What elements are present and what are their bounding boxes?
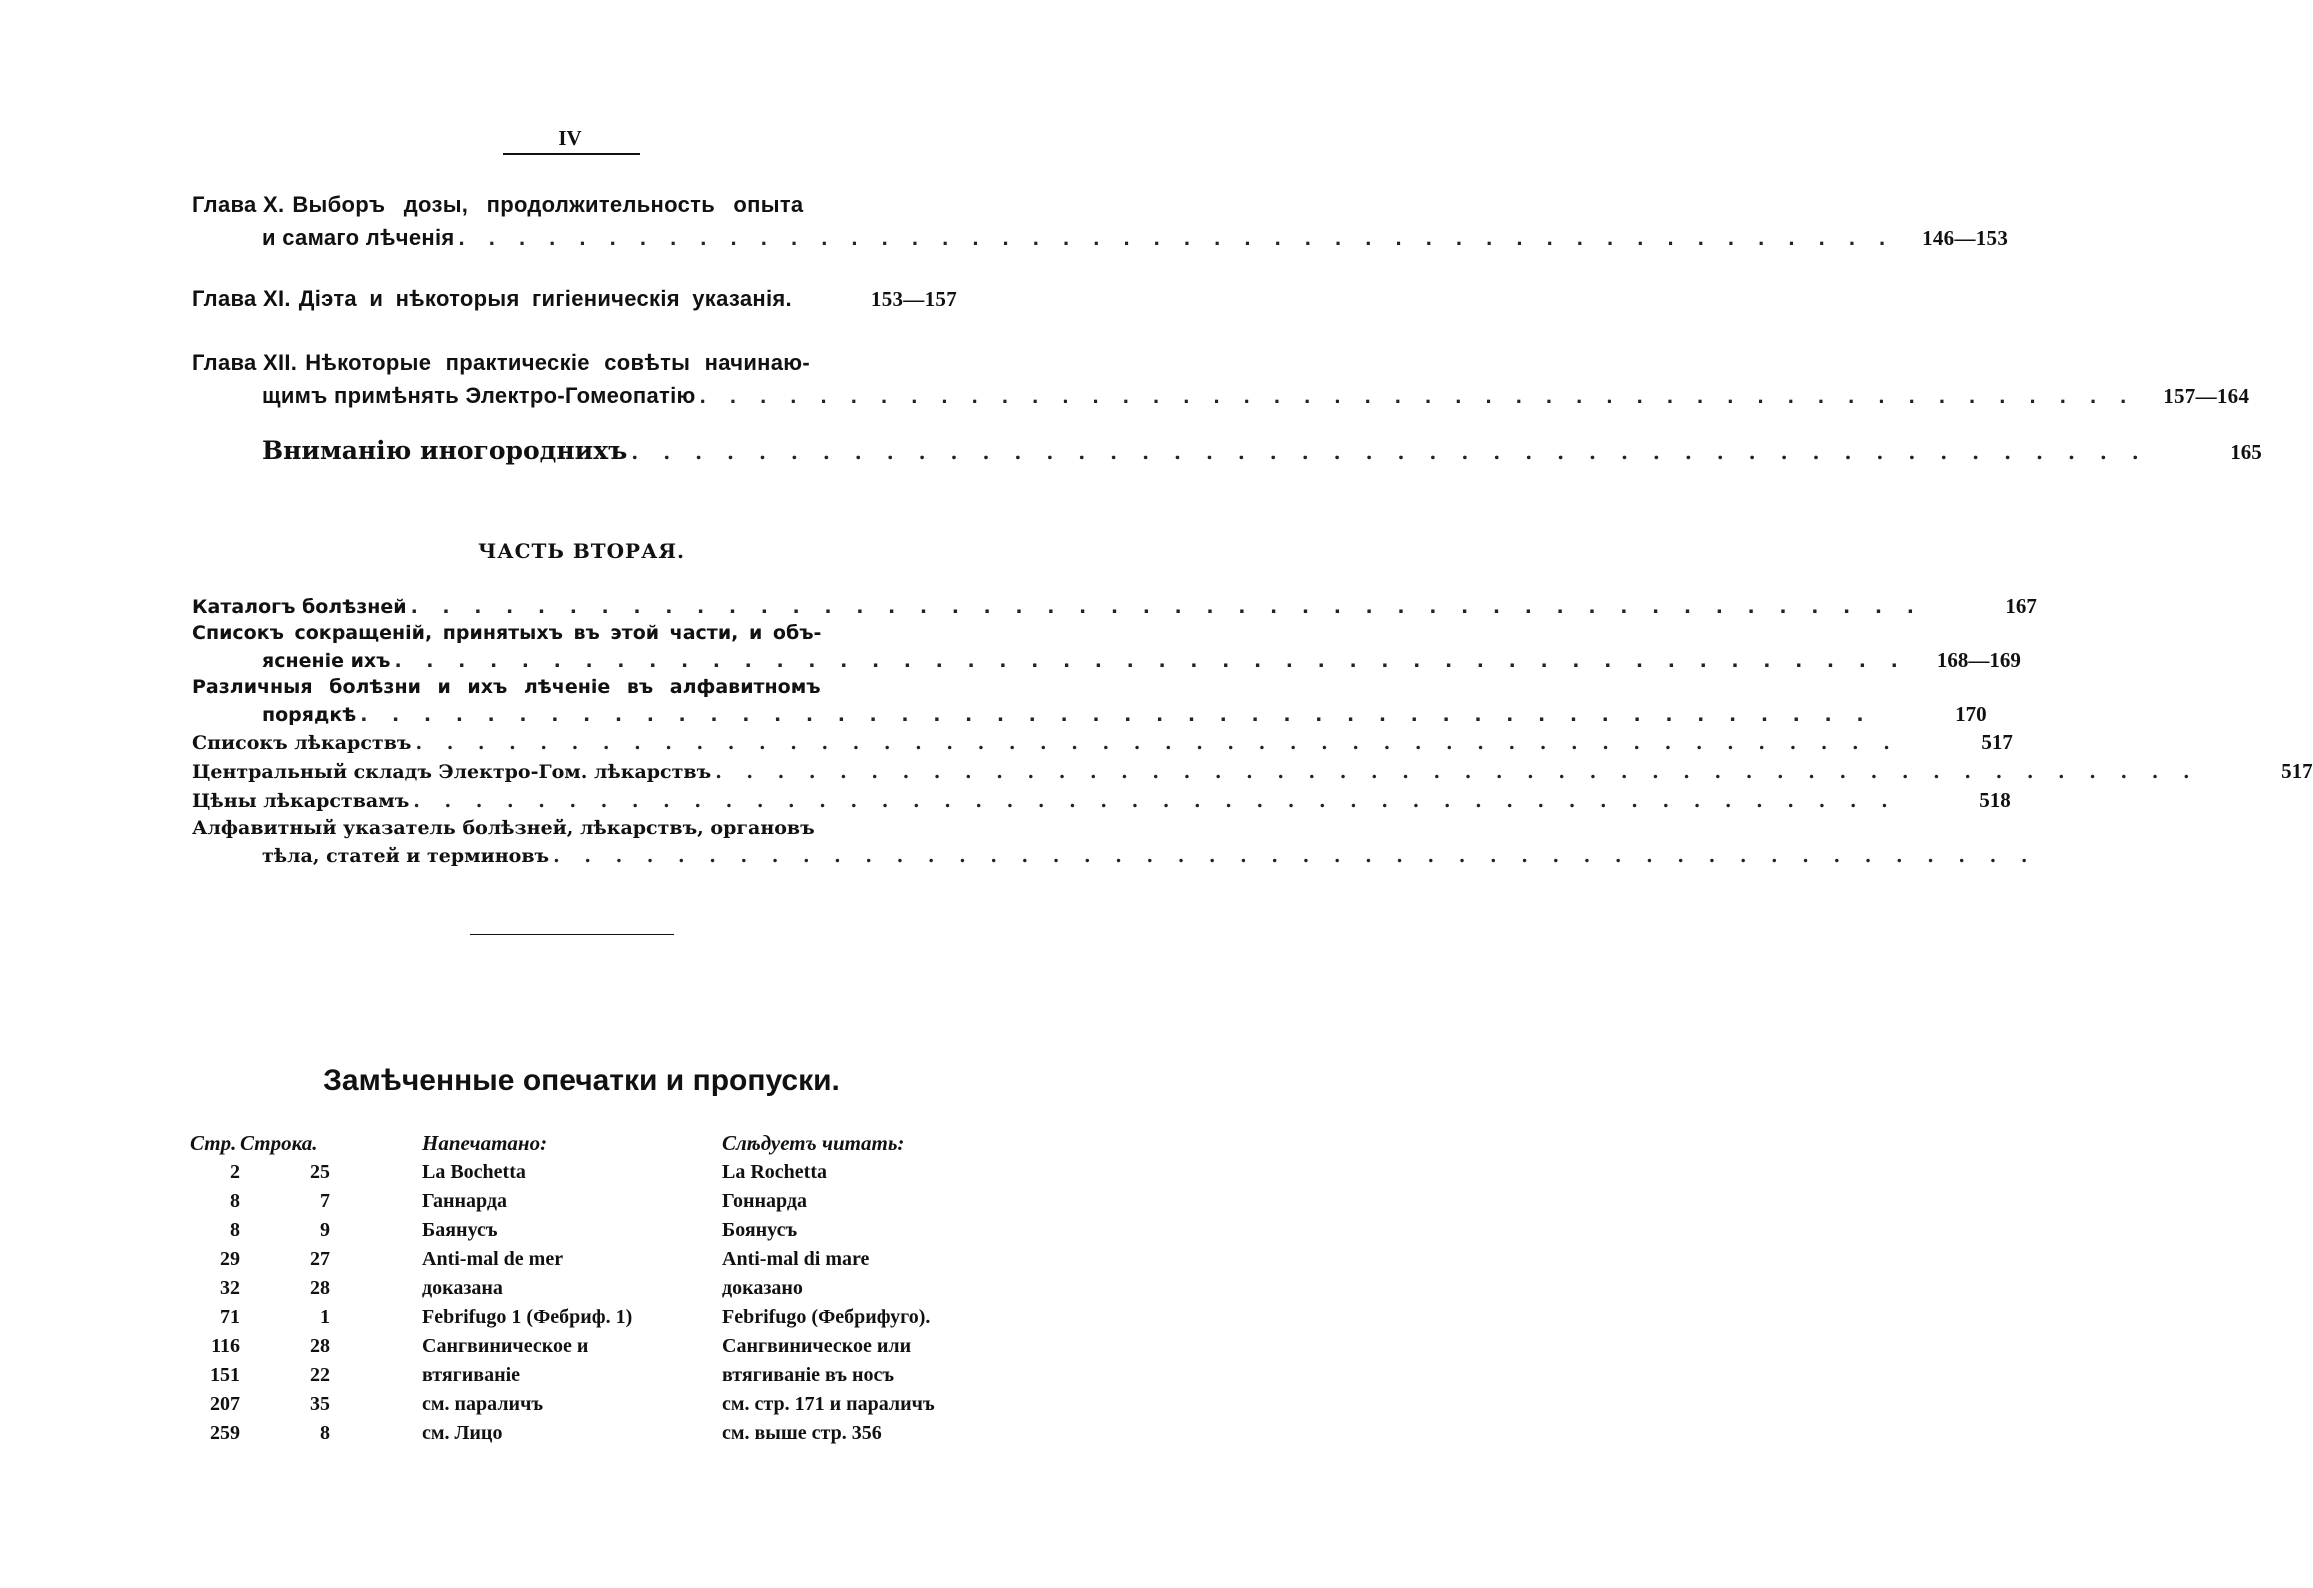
leader-dots: . . . . . . . . . . . . . . . . . . . . . . . . . . . . . . . . . . . . . . . . . . . . . . . . bbox=[360, 704, 1873, 726]
toc-title-cont: и самаго лѣченія bbox=[262, 225, 455, 250]
toc-label: Глава XI. bbox=[192, 286, 291, 311]
toc-title: Центральный складъ Электро-Гом. лѣкарствъ bbox=[192, 761, 712, 783]
errata-row bbox=[190, 1332, 982, 1361]
errata-row bbox=[190, 1361, 982, 1390]
errata-line: 22 bbox=[310, 1364, 330, 1386]
errata-row bbox=[190, 1187, 982, 1216]
errata-row bbox=[190, 1419, 982, 1448]
errata-line: 28 bbox=[310, 1335, 330, 1357]
errata-line: 28 bbox=[310, 1277, 330, 1299]
toc-pages: 165 bbox=[2230, 440, 2262, 464]
toc-pages: 517 bbox=[1981, 730, 2013, 754]
leader-dots: . . . . . . . . . . . . . . . . . . . . . . . . . . . . . . . . . . . . . . . . . . . . . . . . bbox=[631, 440, 2148, 464]
toc-entry-abbreviations bbox=[192, 622, 2021, 676]
part2-heading: ЧАСТЬ ВТОРАЯ. bbox=[478, 539, 685, 563]
toc-title-cont: ясненіе ихъ bbox=[262, 650, 391, 672]
toc-entry-index bbox=[192, 817, 2037, 873]
toc-entry-catalog bbox=[192, 594, 2037, 622]
errata-read: Сангвиническое или bbox=[722, 1335, 912, 1357]
errata-printed: см. Лицо bbox=[422, 1422, 503, 1444]
toc-pages: 146—153 bbox=[1922, 226, 2009, 250]
errata-read: см. стр. 171 и параличъ bbox=[722, 1393, 935, 1415]
col-header-page: Стр. bbox=[190, 1130, 237, 1155]
errata-header-row bbox=[190, 1128, 982, 1158]
errata-page: 8 bbox=[230, 1219, 240, 1241]
errata-printed: втягиваніе bbox=[422, 1364, 521, 1386]
leader-dots: . . . . . . . . . . . . . . . . . . . . . . . . . . . . . . . . . . . . . . . . . . . . . . . . bbox=[415, 732, 1899, 754]
errata-row bbox=[190, 1158, 982, 1187]
leader-dots: . . . . . . . . . . . . . . . . . . . . . . . . . . . . . . . . . . . . . . . . . . . . . . . . bbox=[715, 761, 2199, 783]
col-header-printed: Напечатано: bbox=[422, 1130, 548, 1155]
leader-dots: . . . . . . . . . . . . . . . . . . . . . . . . . . . . . . . . . . . . . . . . . . . . . . . . bbox=[553, 845, 2037, 867]
toc-title: Различныя болѣзни и ихъ лѣченіе въ алфавитномъ bbox=[192, 676, 821, 698]
toc-pages: 167 bbox=[2005, 594, 2037, 618]
toc-title-cont: порядкѣ bbox=[262, 704, 357, 726]
toc-title: Выборъ дозы, продолжительность опыта bbox=[292, 192, 804, 217]
errata-line: 25 bbox=[310, 1161, 330, 1183]
toc-label: Глава X. bbox=[192, 192, 285, 217]
leader-dots: . . . . . . . . . . . . . . . . . . . . . . . . . . . . . . . . . . . . . . . . . . . . . . . . bbox=[413, 790, 1897, 812]
errata-printed: La Bochetta bbox=[422, 1161, 526, 1183]
toc-entry-chapter-10 bbox=[192, 192, 2009, 286]
toc-pages: 518 bbox=[1979, 788, 2011, 812]
leader-dots: . . . . . . . . . . . . . . . . . . . . . . . . . . . . . . . . . . . . . . . . . . . . . . . . bbox=[410, 596, 1923, 618]
errata-read: Гоннарда bbox=[722, 1190, 807, 1212]
errata-line: 27 bbox=[310, 1248, 330, 1270]
toc-title: Цѣны лѣкарствамъ bbox=[192, 790, 410, 812]
errata-page: 116 bbox=[211, 1335, 240, 1357]
errata-row bbox=[190, 1245, 982, 1274]
toc-title: Списокъ сокращеній, принятыхъ въ этой части, и объ- bbox=[192, 622, 822, 644]
col-header-read: Слѣдуетъ читать: bbox=[722, 1130, 905, 1155]
errata-printed: Сангвиническое и bbox=[422, 1335, 589, 1357]
errata-page: 32 bbox=[220, 1277, 240, 1299]
toc-title: Алфавитный указатель болѣзней, лѣкарствъ, органовъ bbox=[192, 817, 815, 839]
toc-title: Списокъ лѣкарствъ bbox=[192, 732, 412, 754]
errata-printed: Ганнарда bbox=[422, 1190, 507, 1212]
toc-label: Глава XII. bbox=[192, 350, 298, 375]
toc-title-cont: тѣла, статей и терминовъ bbox=[262, 845, 550, 867]
errata-page: 29 bbox=[220, 1248, 240, 1270]
errata-page: 71 bbox=[220, 1306, 240, 1328]
page-number: IV bbox=[558, 126, 582, 150]
errata-read: см. выше стр. 356 bbox=[722, 1422, 882, 1444]
leader-dots: . . . . . . . . . . . . . . . . . . . . . . . . . . . . . . . . . . . . . . . . . . . . . . . . bbox=[458, 225, 1895, 250]
toc-entry-warehouse bbox=[192, 759, 2313, 788]
errata-printed: см. параличъ bbox=[422, 1393, 544, 1415]
toc-entry-diseases bbox=[192, 676, 1987, 730]
errata-page: 259 bbox=[210, 1422, 240, 1444]
toc-pages: 168—169 bbox=[1936, 648, 2021, 672]
errata-page: 8 bbox=[230, 1190, 240, 1212]
toc-entry-out-of-town bbox=[192, 436, 2262, 476]
errata-row bbox=[190, 1216, 982, 1245]
errata-line: 8 bbox=[320, 1422, 330, 1444]
errata-printed: доказана bbox=[422, 1277, 503, 1299]
toc-entry-chapter-12 bbox=[192, 350, 2250, 436]
toc-title-cont: щимъ примѣнять Электро-Гомеопатію bbox=[262, 383, 696, 408]
page-number-rule bbox=[503, 153, 640, 155]
errata-line: 9 bbox=[320, 1219, 330, 1241]
toc-title: Нѣкоторые практическіе совѣты начинаю- bbox=[305, 350, 810, 375]
errata-printed: Febrifugo 1 (Фебриф. 1) bbox=[422, 1306, 633, 1328]
errata-read: доказано bbox=[722, 1277, 803, 1299]
errata-read: La Rochetta bbox=[722, 1161, 827, 1183]
errata-row bbox=[190, 1303, 982, 1332]
toc-entry-prices bbox=[192, 788, 2011, 817]
toc-pages: 153—157 bbox=[870, 287, 957, 311]
errata-row bbox=[190, 1274, 982, 1303]
toc-title: Вниманію иногороднихъ bbox=[262, 436, 628, 465]
section-divider bbox=[470, 934, 674, 935]
errata-read: Боянусъ bbox=[722, 1219, 798, 1241]
errata-line: 35 bbox=[310, 1393, 330, 1415]
errata-read: Anti-mal di mare bbox=[722, 1248, 870, 1270]
toc-pages: 157—164 bbox=[2163, 384, 2250, 408]
toc-title: Діэта и нѣкоторыя гигіеническія указанія. bbox=[298, 286, 792, 311]
errata-body bbox=[190, 1158, 982, 1448]
toc-part2 bbox=[192, 594, 2313, 873]
toc-part1 bbox=[192, 192, 2262, 476]
toc-entry-chapter-11 bbox=[192, 286, 957, 350]
toc-pages: 170 bbox=[1955, 702, 1987, 726]
errata-table bbox=[190, 1128, 982, 1448]
toc-pages: 517 bbox=[2281, 759, 2313, 783]
errata-read: втягиваніе въ носъ bbox=[722, 1364, 895, 1386]
errata-read: Febrifugo (Фебрифуго). bbox=[722, 1306, 931, 1328]
errata-row bbox=[190, 1390, 982, 1419]
errata-page: 151 bbox=[210, 1364, 240, 1386]
errata-heading: Замѣченные опечатки и пропуски. bbox=[323, 1064, 840, 1097]
errata-line: 7 bbox=[320, 1190, 330, 1212]
toc-entry-medicines bbox=[192, 730, 2013, 759]
toc-title: Каталогъ болѣзней bbox=[192, 596, 407, 618]
leader-dots: . . . . . . . . . . . . . . . . . . . . . . . . . . . . . . . . . . . . . . . . . . . . . . . . bbox=[394, 650, 1907, 672]
errata-page: 207 bbox=[210, 1393, 240, 1415]
errata-printed: Anti-mal de mer bbox=[422, 1248, 564, 1270]
col-header-line: Строка. bbox=[240, 1130, 318, 1155]
errata-printed: Баянусъ bbox=[422, 1219, 498, 1241]
errata-page: 2 bbox=[230, 1161, 240, 1183]
errata-line: 1 bbox=[320, 1306, 330, 1328]
leader-dots: . . . . . . . . . . . . . . . . . . . . . . . . . . . . . . . . . . . . . . . . . . . . . . . . bbox=[699, 383, 2136, 408]
